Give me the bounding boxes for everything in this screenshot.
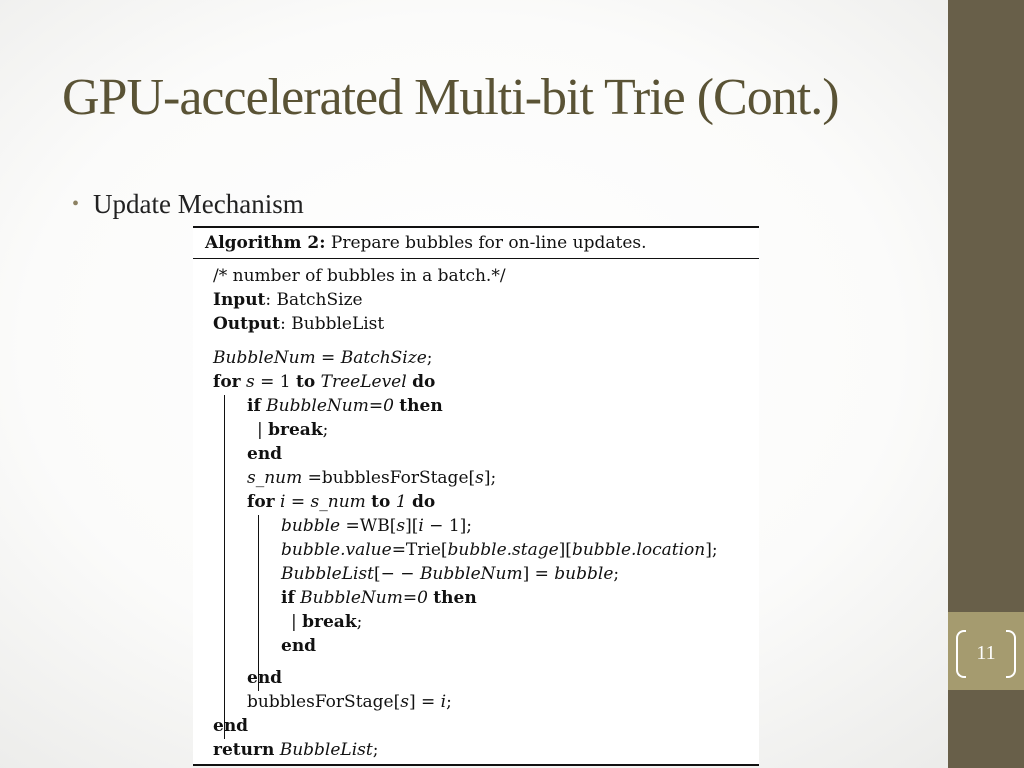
- algorithm-box: [193, 226, 759, 766]
- input-line: [213, 289, 363, 311]
- init-var: BubbleNum: [213, 348, 316, 368]
- end-for-outer-line: [213, 715, 248, 737]
- caption-text: Prepare bubbles for on-line updates.: [330, 233, 647, 253]
- return-end: ;: [372, 740, 379, 760]
- init-val: BatchSize: [340, 348, 427, 368]
- init-end: ;: [426, 348, 433, 368]
- snum-rest: =bubblesForStage[: [302, 468, 476, 488]
- snum-line: [247, 467, 496, 489]
- end-if-inner-line: [281, 635, 316, 657]
- bfs-i: i: [440, 692, 447, 712]
- for-var: i: [274, 492, 291, 512]
- inner-loop-bar: [258, 515, 259, 691]
- value-line: [281, 539, 718, 561]
- do-keyword: do: [412, 492, 436, 512]
- break-keyword: break: [302, 612, 357, 632]
- output-line: [213, 313, 384, 335]
- break-outer-line: [257, 419, 328, 441]
- wb-s: s: [396, 516, 406, 536]
- if-condition: BubbleNum=0: [294, 588, 434, 608]
- bfs-a: bubblesForStage[: [247, 692, 401, 712]
- snum-s: s: [475, 468, 484, 488]
- if-keyword: if: [247, 396, 261, 416]
- list-b: [− −: [374, 564, 420, 584]
- break-bar: |: [291, 612, 303, 632]
- bfs-b: ] =: [408, 692, 441, 712]
- output-keyword: Output: [213, 314, 281, 334]
- return-keyword: return: [213, 740, 275, 760]
- for-var: s: [240, 372, 261, 392]
- input-keyword: Input: [213, 290, 266, 310]
- end-keyword: end: [247, 444, 283, 464]
- for-eq: =: [290, 492, 311, 512]
- list-c: BubbleNum: [419, 564, 523, 584]
- page-number-box: [948, 612, 1024, 690]
- end-for-inner-line: [247, 667, 282, 689]
- init-eq: =: [315, 348, 341, 368]
- bubblelist-line: [281, 563, 619, 585]
- wb-rest: =WB[: [340, 516, 397, 536]
- wb-line: [281, 515, 472, 537]
- list-f: ;: [613, 564, 620, 584]
- end-keyword: end: [213, 716, 249, 736]
- then-keyword: then: [433, 588, 477, 608]
- break-end: ;: [322, 420, 329, 440]
- if-condition: BubbleNum=0: [260, 396, 400, 416]
- if-outer-line: [247, 395, 443, 417]
- for-eq: = 1: [260, 372, 297, 392]
- end-keyword: end: [281, 636, 317, 656]
- for-inner-line: [247, 491, 435, 513]
- break-bar: |: [257, 420, 269, 440]
- comment-text: /* number of bubbles in a batch.*/: [213, 266, 506, 286]
- page-number: 11: [976, 642, 996, 664]
- for-keyword: for: [213, 372, 241, 392]
- snum-var: s_num: [247, 468, 303, 488]
- input-value: : BatchSize: [265, 290, 363, 310]
- value-e: bubble.location: [571, 540, 706, 560]
- list-a: BubbleList: [281, 564, 374, 584]
- bubbles-for-stage-line: [247, 691, 452, 713]
- bfs-c: ;: [446, 692, 452, 712]
- bfs-s: s: [400, 692, 409, 712]
- value-a: bubble.value: [281, 540, 392, 560]
- wb-var: bubble: [281, 516, 341, 536]
- return-value: BubbleList: [274, 740, 373, 760]
- wb-end: − 1];: [423, 516, 473, 536]
- then-keyword: then: [399, 396, 443, 416]
- init-line: [213, 347, 432, 369]
- wb-mid: ][: [405, 516, 419, 536]
- caption-label: Algorithm 2:: [205, 233, 326, 253]
- end-if-outer-line: [247, 443, 282, 465]
- for-outer-line: [213, 371, 435, 393]
- slide-title: GPU-accelerated Multi-bit Trie (Cont.): [62, 69, 839, 126]
- for-keyword: for: [247, 492, 275, 512]
- value-f: ];: [705, 540, 718, 560]
- if-keyword: if: [281, 588, 295, 608]
- algorithm-body: [193, 259, 759, 766]
- to-keyword: to: [296, 372, 316, 392]
- break-keyword: break: [268, 420, 323, 440]
- end-keyword: end: [247, 668, 283, 688]
- algorithm-caption: [193, 228, 759, 259]
- outer-loop-bar: [224, 395, 225, 739]
- value-d: ][: [558, 540, 572, 560]
- for-limit: TreeLevel: [315, 372, 413, 392]
- value-b: =Trie[: [391, 540, 448, 560]
- snum-end: ];: [483, 468, 497, 488]
- for-snum: s_num: [310, 492, 372, 512]
- return-line: [213, 739, 378, 761]
- do-keyword: do: [412, 372, 436, 392]
- wb-i: i: [418, 516, 424, 536]
- list-e: bubble: [554, 564, 614, 584]
- list-d: ] =: [522, 564, 555, 584]
- break-end: ;: [356, 612, 363, 632]
- bullet-item: [72, 189, 304, 220]
- value-c: bubble.stage: [447, 540, 559, 560]
- comment-line: [213, 265, 506, 287]
- bullet-text: Update Mechanism: [93, 189, 304, 219]
- break-inner-line: [291, 611, 362, 633]
- to-keyword: to: [371, 492, 391, 512]
- bullet-dot-icon: •: [72, 193, 80, 215]
- for-limit: 1: [390, 492, 412, 512]
- right-brace-icon: [1006, 630, 1016, 678]
- if-inner-line: [281, 587, 477, 609]
- output-value: : BubbleList: [280, 314, 385, 334]
